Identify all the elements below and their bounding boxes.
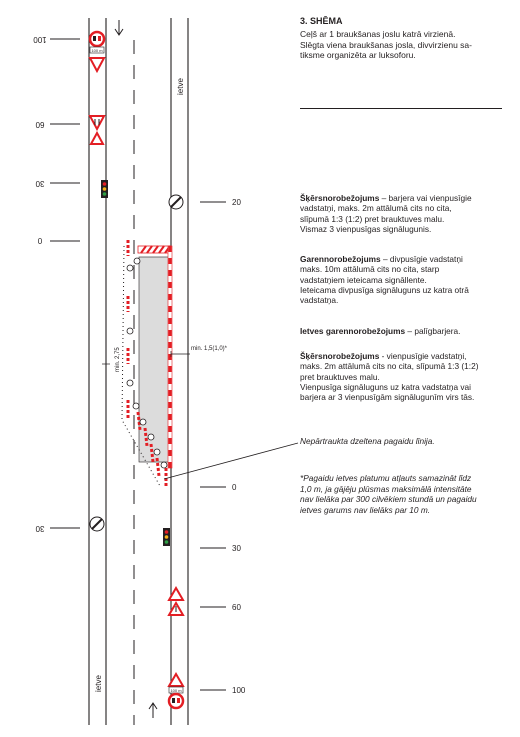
footnote-line: nav lielāka par 300 cilvēkiem stundā un pagaidu xyxy=(300,494,477,505)
right-marker-60: 60 xyxy=(232,603,241,612)
top-sign-post xyxy=(90,32,104,71)
definition-term: Šķērsnorobežojums xyxy=(300,351,380,361)
left-marker-100: 100 xyxy=(33,34,47,44)
definition-sidewalk-barrier xyxy=(300,326,512,336)
signal-light-icon xyxy=(154,449,160,455)
right-markers xyxy=(200,202,226,690)
footnote-line: ietves garums nav lielāks par 10 m. xyxy=(300,504,431,515)
definition-term: Šķērsnorobežojums xyxy=(300,193,380,203)
right-marker-0: 0 xyxy=(232,483,237,492)
definition-text: - vienpusīgie vadstatņi, xyxy=(379,351,467,361)
dimension-width xyxy=(102,258,110,460)
scheme-intro xyxy=(300,29,512,61)
left-marker-0: 0 xyxy=(37,237,43,246)
sidewalk-label-right: ietve xyxy=(176,78,185,95)
definition-text: maks. 10m attālumā cits no cita, starp xyxy=(300,264,440,275)
sidewalk-line-note: Nepārtraukta dzeltena pagaidu līnija. xyxy=(300,436,435,446)
road-narrows-sign-icon xyxy=(90,116,104,129)
traffic-light-left-icon xyxy=(101,180,108,198)
definition-text: – divpusīgie vadstatņi xyxy=(380,254,463,264)
signal-light-icon xyxy=(161,462,167,468)
definition-text: pret brauktuves malu. xyxy=(300,371,380,382)
definition-text: vadstatņi, maks. 2m attālumā cits no cita, xyxy=(300,203,452,214)
definition-transverse-delineators xyxy=(300,351,512,402)
definition-text: vadstatņiem ieteicama signāllente. xyxy=(300,274,427,285)
definition-text: Vienpusīga signāluguns uz katra vadstatņa vai xyxy=(300,381,471,392)
dimension-width-label: min. 2,75 xyxy=(115,347,121,372)
definition-text: vadstatņa. xyxy=(300,295,339,306)
end-restriction-sign-left-icon xyxy=(90,517,104,531)
definition-text: – palīgbarjera. xyxy=(405,326,461,336)
left-marker-30b: 30 xyxy=(35,523,45,533)
signal-light-icon xyxy=(127,265,133,271)
right-marker-20: 20 xyxy=(232,198,241,207)
signal-light-icon xyxy=(127,328,133,334)
footnote-line: 1,0 m, ja gājēju plūsmas maksimālā intensitāte xyxy=(300,483,472,494)
direction-arrow-up xyxy=(149,703,157,718)
no-overtaking-sign-icon xyxy=(169,694,183,708)
definition-text: – barjera vai vienpusīgie xyxy=(379,193,472,203)
right-marker-100: 100 xyxy=(232,686,246,695)
footnote xyxy=(300,473,512,515)
warning-sign-icon xyxy=(91,133,103,144)
left-marker-60: 60 xyxy=(35,119,45,129)
dimension-side xyxy=(171,351,190,357)
direction-arrow-down xyxy=(115,20,123,35)
road-works-sign-icon xyxy=(90,58,104,71)
signal-light-icon xyxy=(140,419,146,425)
definition-text: maks. 2m attālumā cits no cita, slīpumā 1:3 (1:2) xyxy=(300,361,479,372)
left-markers xyxy=(50,39,80,528)
definition-term: Garennorobežojums xyxy=(300,254,381,264)
divider xyxy=(300,108,502,109)
leader-line xyxy=(164,443,298,479)
definition-longitudinal-barrier xyxy=(300,254,512,305)
road-lines xyxy=(89,18,188,725)
dimension-side-label: min. 1,5(1,0)* xyxy=(191,346,228,352)
warning-sign-post-left xyxy=(90,116,104,144)
footnote-line: *Pagaidu ietves platumu atļauts samazināt līdz xyxy=(300,473,472,483)
definition-term: Ietves garennorobežojums xyxy=(300,326,406,336)
work-zone-area xyxy=(139,257,170,462)
transverse-barrier-top xyxy=(138,246,171,253)
intro-line: Slēgta viena braukšanas josla, divvirzienu sa- xyxy=(300,39,472,50)
bottom-sign-plate: 100 m xyxy=(170,688,182,693)
definition-text: Vismaz 3 vienpusīgas signālugunis. xyxy=(300,223,432,234)
left-marker-30a: 30 xyxy=(35,178,45,188)
no-overtaking-sign-icon xyxy=(90,32,104,46)
intro-line: tiksme organizēta ar luksoforu. xyxy=(300,50,416,60)
definition-text: barjera ar 3 vienpusīgām signālugunīm virs tās. xyxy=(300,392,475,403)
signal-light-icon xyxy=(134,258,140,264)
signal-light-icon xyxy=(127,380,133,386)
sidewalk-label-left: ietve xyxy=(94,675,103,692)
top-sign-plate: 100 m xyxy=(91,48,103,53)
definition-text: Ieteicama divpusīga signāluguns uz katra otrā xyxy=(300,284,469,295)
definition-text: slīpumā 1:3 (1:2) pret brauktuves malu. xyxy=(300,213,445,224)
right-marker-30: 30 xyxy=(232,544,241,553)
longitudinal-barrier-right xyxy=(168,246,172,468)
intro-line: Ceļš ar 1 braukšanas joslu katrā virzienā. xyxy=(300,29,456,39)
traffic-light-right-icon xyxy=(163,528,170,546)
definition-transverse-barrier xyxy=(300,193,512,234)
end-restriction-sign-right-icon xyxy=(169,195,183,209)
signal-light-icon xyxy=(148,434,154,440)
scheme-title: 3. SHĒMA xyxy=(300,16,343,26)
signal-light-icon xyxy=(133,403,139,409)
